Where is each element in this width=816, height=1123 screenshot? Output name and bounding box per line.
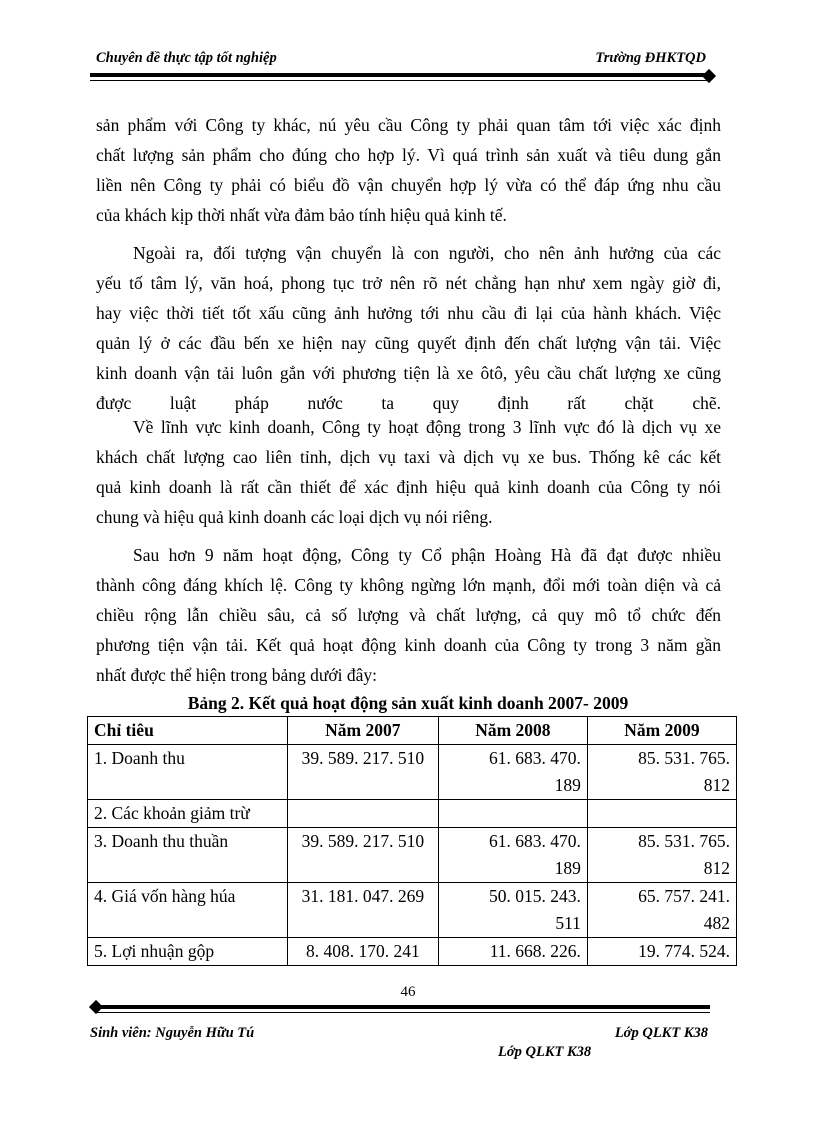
value-2007: 31. 181. 047. 269: [287, 883, 438, 938]
results-table: [87, 716, 737, 966]
value-line: 85. 531. 765.: [638, 748, 730, 768]
row-label: 2. Các khoản giảm trừ: [88, 800, 288, 828]
paragraph-2: [96, 238, 721, 418]
row-label: 1. Doanh thu: [88, 745, 288, 800]
value-line: 19. 774. 524.: [638, 941, 730, 961]
value-line: 812: [703, 775, 730, 795]
value-line: 61. 683. 470.: [489, 831, 581, 851]
value-2009: [587, 745, 736, 800]
table-row: [88, 828, 737, 883]
value-line: 482: [703, 913, 730, 933]
text-line: quả kinh doanh là rất cần thiết để xác định hiệu quả kinh doanh của Công ty nói: [96, 477, 721, 497]
text-line: Ngoài ra, đối tượng vận chuyển là con người, cho nên ảnh hưởng của các: [133, 243, 721, 263]
text-line: kinh doanh vận tải luôn gắn với phương tiện là xe ôtô, yêu cầu chất lượng xe cũng: [96, 363, 721, 383]
paragraph-1: [96, 110, 721, 230]
text-line: quản lý ở các đầu bến xe hiện nay cũng quyết định đến chất lượng vận tải. Việc: [96, 333, 721, 353]
text-line: chất lượng sản phẩm cho đúng cho hợp lý. Vì quá trình sản xuất và tiêu dung gắn: [96, 145, 721, 165]
value-2008: [438, 828, 587, 883]
paragraph-4: [96, 540, 721, 690]
table-caption: Bảng 2. Kết quả hoạt động sản xuất kinh doanh 2007- 2009: [187, 693, 629, 713]
page-number: 46: [400, 984, 416, 1000]
column-header: Năm 2009: [587, 717, 736, 745]
table-header-row: [88, 717, 737, 745]
text-line: chung và hiệu quả kinh doanh các loại dịch vụ nói riêng.: [96, 507, 493, 527]
text-line: thành công đáng khích lệ. Công ty không ngừng lớn mạnh, đổi mới toàn diện và cả: [96, 575, 721, 595]
value-2008: [438, 800, 587, 828]
text-line: hay việc thời tiết tốt xấu cũng ảnh hưởng tới nhu cầu đi lại của hành khách. Việc: [96, 303, 721, 323]
table-row: [88, 938, 737, 966]
paragraph-3: [96, 412, 721, 532]
header-title: Chuyên đề thực tập tốt nghiệp: [96, 50, 277, 66]
text-line: chiều rộng lẫn chiều sâu, cả số lượng và chất lượng, cả quy mô tổ chức đến: [96, 605, 721, 625]
value-line: 65. 757. 241.: [638, 886, 730, 906]
value-2008: [438, 938, 587, 966]
text-line: phương tiện vận tải. Kết quả hoạt động kinh doanh của Công ty trong 3 năm gần: [96, 635, 721, 655]
value-line: 189: [554, 775, 581, 795]
value-line: 189: [554, 858, 581, 878]
value-2007: 39. 589. 217. 510: [287, 745, 438, 800]
text-line: Sau hơn 9 năm hoạt động, Công ty Cổ phận Hoàng Hà đã đạt được nhiều: [133, 545, 721, 565]
value-2008: [438, 883, 587, 938]
value-line: 85. 531. 765.: [638, 831, 730, 851]
table-row: [88, 745, 737, 800]
value-line: 61. 683. 470.: [489, 748, 581, 768]
text-line: khách chất lượng cao liên tỉnh, dịch vụ taxi và dịch vụ xe bus. Thống kê các kết: [96, 447, 721, 467]
header-rule: [90, 73, 710, 77]
footer-student: Sinh viên: Nguyễn Hữu Tú: [90, 1025, 255, 1041]
value-2009: [587, 938, 736, 966]
header-school: Trường ĐHKTQD: [595, 50, 706, 66]
footer-class-repeat: Lớp QLKT K38: [498, 1044, 592, 1060]
column-header: Năm 2007: [287, 717, 438, 745]
text-line: liền nên Công ty phải có biểu đồ vận chuyển hợp lý vừa có thể đáp ứng nhu cầu: [96, 175, 721, 195]
row-label: 5. Lợi nhuận gộp: [88, 938, 288, 966]
value-2007: [287, 800, 438, 828]
value-2007: 39. 589. 217. 510: [287, 828, 438, 883]
value-2007: 8. 408. 170. 241: [287, 938, 438, 966]
column-header: Chỉ tiêu: [88, 717, 288, 745]
value-2009: [587, 800, 736, 828]
table-row: [88, 883, 737, 938]
footer-class: Lớp QLKT K38: [614, 1025, 708, 1041]
value-2009: [587, 883, 736, 938]
text-line: yếu tố tâm lý, văn hoá, phong tục trở nên rõ nét chẳng hạn như xem ngày giờ đi,: [96, 273, 721, 293]
value-2008: [438, 745, 587, 800]
header-rule-thin: [90, 80, 710, 81]
text-line: nhất được thể hiện trong bảng dưới đây:: [96, 665, 377, 685]
text-line: sản phẩm với Công ty khác, nú yêu cầu Công ty phải quan tâm tới việc xác định: [96, 115, 721, 135]
text-line: Về lĩnh vực kinh doanh, Công ty hoạt động trong 3 lĩnh vực đó là dịch vụ xe: [133, 417, 721, 437]
value-line: 50. 015. 243.: [489, 886, 581, 906]
text-line: của khách kịp thời nhất vừa đảm bảo tính hiệu quả kinh tế.: [96, 205, 507, 225]
row-label: 4. Giá vốn hàng húa: [88, 883, 288, 938]
value-line: 11. 668. 226.: [489, 941, 581, 961]
footer-rule: [96, 1005, 710, 1009]
value-line: 812: [703, 858, 730, 878]
value-line: 511: [555, 913, 581, 933]
table-row: [88, 800, 737, 828]
value-2009: [587, 828, 736, 883]
column-header: Năm 2008: [438, 717, 587, 745]
text-line: được luật pháp nước ta quy định rất chặt chẽ.: [96, 393, 721, 413]
row-label: 3. Doanh thu thuần: [88, 828, 288, 883]
footer-rule-thin: [96, 1012, 710, 1013]
